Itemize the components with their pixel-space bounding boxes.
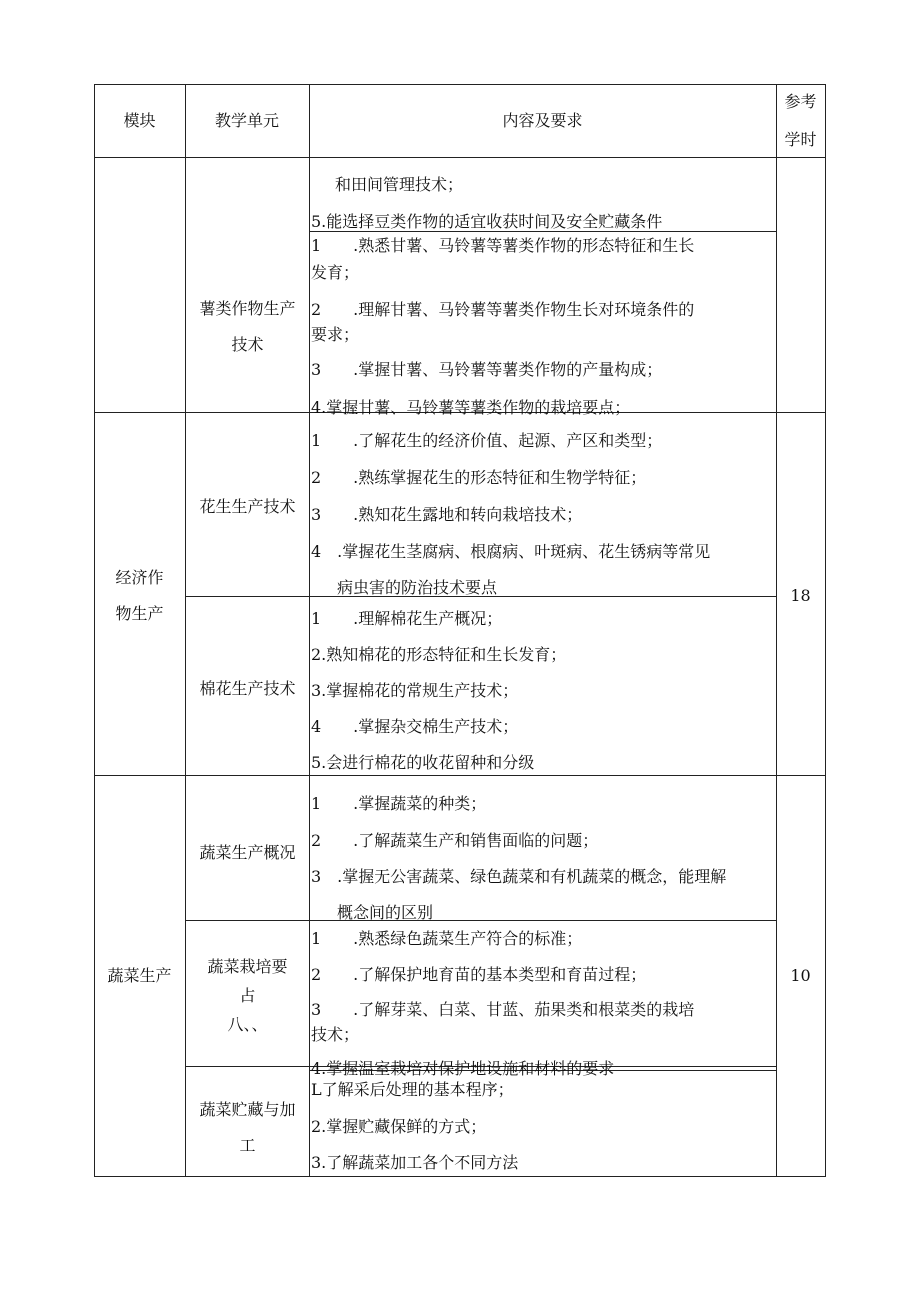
table-border-right — [825, 84, 826, 1177]
content-line: 要求； — [311, 325, 360, 344]
header-hours-line2: 学时 — [784, 129, 817, 149]
content-line: 1 .掌握蔬菜的种类； — [311, 794, 487, 813]
module-vegetable-text: 蔬菜生产 — [107, 966, 172, 985]
content-line: 2.掌握贮藏保鲜的方式； — [311, 1117, 487, 1136]
content-line: 2 .熟练掌握花生的形态特征和生物学特征； — [311, 468, 647, 487]
content-line: 4.掌握温室栽培对保护地设施和材料的要求 — [311, 1059, 615, 1078]
header-unit — [185, 84, 309, 157]
content-line: 3.掌握棉花的常规生产技术； — [311, 681, 519, 700]
unit-veg-overview-text: 蔬菜生产概况 — [199, 843, 296, 862]
content-line: 2 .理解甘薯、马铃薯等薯类作物生长对环境条件的 — [311, 300, 695, 319]
col-divider — [776, 84, 777, 1177]
content-line: L了解采后处理的基本程序； — [311, 1080, 514, 1099]
unit-tuber — [186, 291, 309, 363]
header-hours — [776, 84, 825, 157]
content-line: 2 .了解蔬菜生产和销售面临的问题； — [311, 831, 599, 850]
unit-veg-overview — [186, 835, 309, 871]
unit-tuber-line1: 薯类作物生产 — [199, 299, 296, 318]
unit-peanut-text: 花生生产技术 — [199, 497, 296, 516]
content-line: 1 .理解棉花生产概况； — [311, 609, 503, 628]
module-economic — [94, 560, 185, 632]
content-line: 1 .熟悉甘薯、马铃薯等薯类作物的形态特征和生长 — [311, 236, 695, 255]
unit-tuber-line2: 技术 — [231, 335, 264, 354]
content-line: 4 .掌握杂交棉生产技术； — [311, 717, 519, 736]
content-line: 5.能选择豆类作物的适宜收获时间及安全贮藏条件 — [311, 212, 663, 231]
header-content-text: 内容及要求 — [502, 110, 583, 130]
header-module-text: 模块 — [123, 110, 156, 130]
col-divider — [309, 84, 310, 1177]
clipped-line-wrap — [311, 394, 775, 417]
unit-peanut — [186, 489, 309, 525]
content-line: 2 .了解保护地育苗的基本类型和育苗过程； — [311, 965, 647, 984]
module-vegetable — [94, 958, 185, 994]
table-border-bottom — [94, 1176, 826, 1177]
content-line: 2.熟知棉花的形态特征和生长发育； — [311, 645, 567, 664]
unit-veg-cultivation-line3: 八、、 — [227, 1014, 268, 1034]
content-line: 3 .掌握无公害蔬菜、绿色蔬菜和有机蔬菜的概念，能理解 — [311, 867, 727, 886]
clipped-line-wrap — [311, 1055, 775, 1078]
unit-veg-cultivation-line2: 占 — [239, 985, 256, 1005]
unit-veg-storage — [186, 1092, 309, 1164]
unit-cotton-text: 棉花生产技术 — [199, 679, 296, 698]
header-divider — [94, 157, 826, 158]
hours-economic — [776, 578, 825, 614]
row-divider — [94, 775, 826, 776]
content-line: 3 .掌握甘薯、马铃薯等薯类作物的产量构成； — [311, 360, 663, 379]
content-line: 5.会进行棉花的收花留种和分级 — [311, 753, 535, 772]
header-unit-text: 教学单元 — [214, 110, 279, 130]
unit-veg-storage-line1: 蔬菜贮藏与加 — [199, 1100, 296, 1119]
header-hours-line1: 参考 — [784, 91, 817, 111]
row-divider — [186, 920, 776, 921]
content-line: 概念间的区别 — [337, 903, 434, 922]
module-economic-line2: 物生产 — [115, 604, 164, 623]
module-economic-line1: 经济作 — [115, 568, 164, 587]
content-line: 和田间管理技术； — [335, 175, 464, 194]
content-line: 3.了解蔬菜加工各个不同方法 — [311, 1153, 519, 1172]
content-line: 1 .熟悉绿色蔬菜生产符合的标准； — [311, 929, 583, 948]
content-line: 4.掌握甘薯、马铃薯等薯类作物的栽培要点； — [311, 398, 631, 417]
header-module — [94, 84, 185, 157]
header-content — [309, 84, 776, 157]
content-line: 4 .掌握花生茎腐病、根腐病、叶斑病、花生锈病等常见 — [311, 542, 711, 561]
unit-cotton — [186, 671, 309, 707]
content-line: 3 .熟知花生露地和转向栽培技术； — [311, 505, 583, 524]
hours-vegetable — [776, 958, 825, 994]
unit-veg-cultivation — [186, 950, 309, 1040]
hours-economic-text: 18 — [790, 586, 811, 605]
unit-veg-storage-line2: 工 — [239, 1136, 256, 1155]
content-line: 发育； — [311, 263, 360, 282]
hours-vegetable-text: 10 — [790, 966, 811, 985]
content-line: 3 .了解芽菜、白菜、甘蓝、茄果类和根菜类的栽培 — [311, 1000, 695, 1019]
unit-veg-cultivation-line1: 蔬菜栽培要 — [207, 956, 288, 976]
content-line: 病虫害的防治技术要点 — [337, 578, 498, 597]
content-line: 技术； — [311, 1025, 360, 1044]
content-line: 1 .了解花生的经济价值、起源、产区和类型； — [311, 431, 663, 450]
